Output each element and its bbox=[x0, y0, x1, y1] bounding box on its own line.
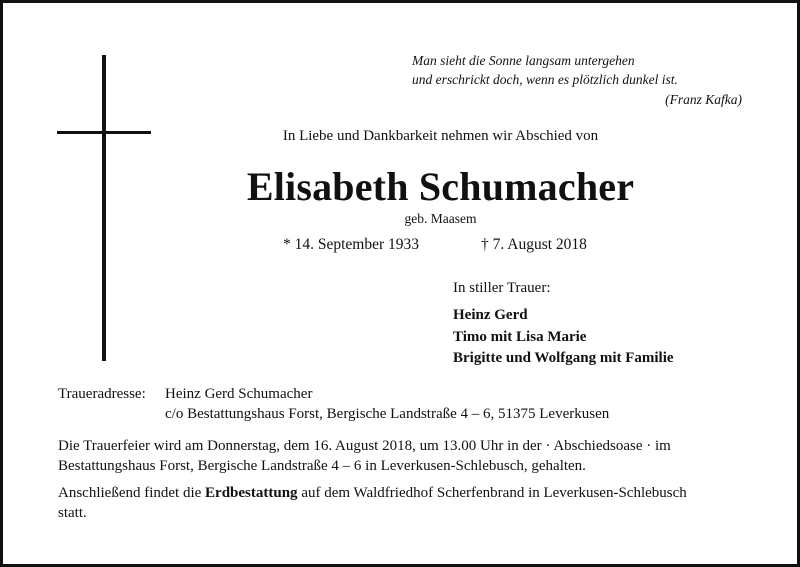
quote-line-2: und erschrickt doch, wenn es plötzlich dunkel ist. bbox=[412, 72, 678, 87]
burial-paragraph bbox=[58, 483, 758, 523]
mourner-name: Brigitte und Wolfgang mit Familie bbox=[453, 350, 674, 366]
mourners-list bbox=[453, 305, 674, 370]
mourning-address bbox=[58, 384, 609, 424]
mourner-name: Heinz Gerd bbox=[453, 307, 528, 323]
burial-suffix: auf dem Waldfriedhof Scherfenbrand in Leverkusen-Schlebusch bbox=[297, 485, 687, 501]
ceremony-paragraph bbox=[58, 436, 758, 476]
deceased-name: Elisabeth Schumacher bbox=[246, 164, 635, 209]
burial-type: Erdbestattung bbox=[205, 485, 298, 501]
address-label: Traueradresse: bbox=[58, 386, 146, 402]
mourners-intro: In stiller Trauer: bbox=[453, 280, 551, 296]
burial-prefix: Anschließend findet die bbox=[58, 485, 206, 501]
ceremony-line-2: Bestattungshaus Forst, Bergische Landstraße 4 – 6 in Leverkusen-Schlebusch, gehalten. bbox=[58, 458, 586, 474]
maiden-name: geb. Maasem bbox=[404, 211, 477, 226]
quote-author: (Franz Kafka) bbox=[665, 92, 742, 107]
ceremony-line-1: Die Trauerfeier wird am Donnerstag, dem 16. August 2018, um 13.00 Uhr in der · Abschiedsoase · im bbox=[58, 438, 671, 454]
burial-line-2: statt. bbox=[58, 505, 87, 521]
mourner-name: Timo mit Lisa Marie bbox=[453, 328, 587, 345]
quote-block bbox=[412, 51, 742, 109]
address-line-1: Heinz Gerd Schumacher bbox=[165, 386, 313, 402]
death-date: † 7. August 2018 bbox=[481, 236, 587, 253]
birth-date: * 14. September 1933 bbox=[283, 236, 420, 253]
address-line-2: c/o Bestattungshaus Forst, Bergische Landstraße 4 – 6, 51375 Leverkusen bbox=[165, 406, 610, 422]
quote-line-1: Man sieht die Sonne langsam untergehen bbox=[412, 53, 635, 68]
farewell-intro: In Liebe und Dankbarkeit nehmen wir Abschied von bbox=[282, 128, 599, 144]
